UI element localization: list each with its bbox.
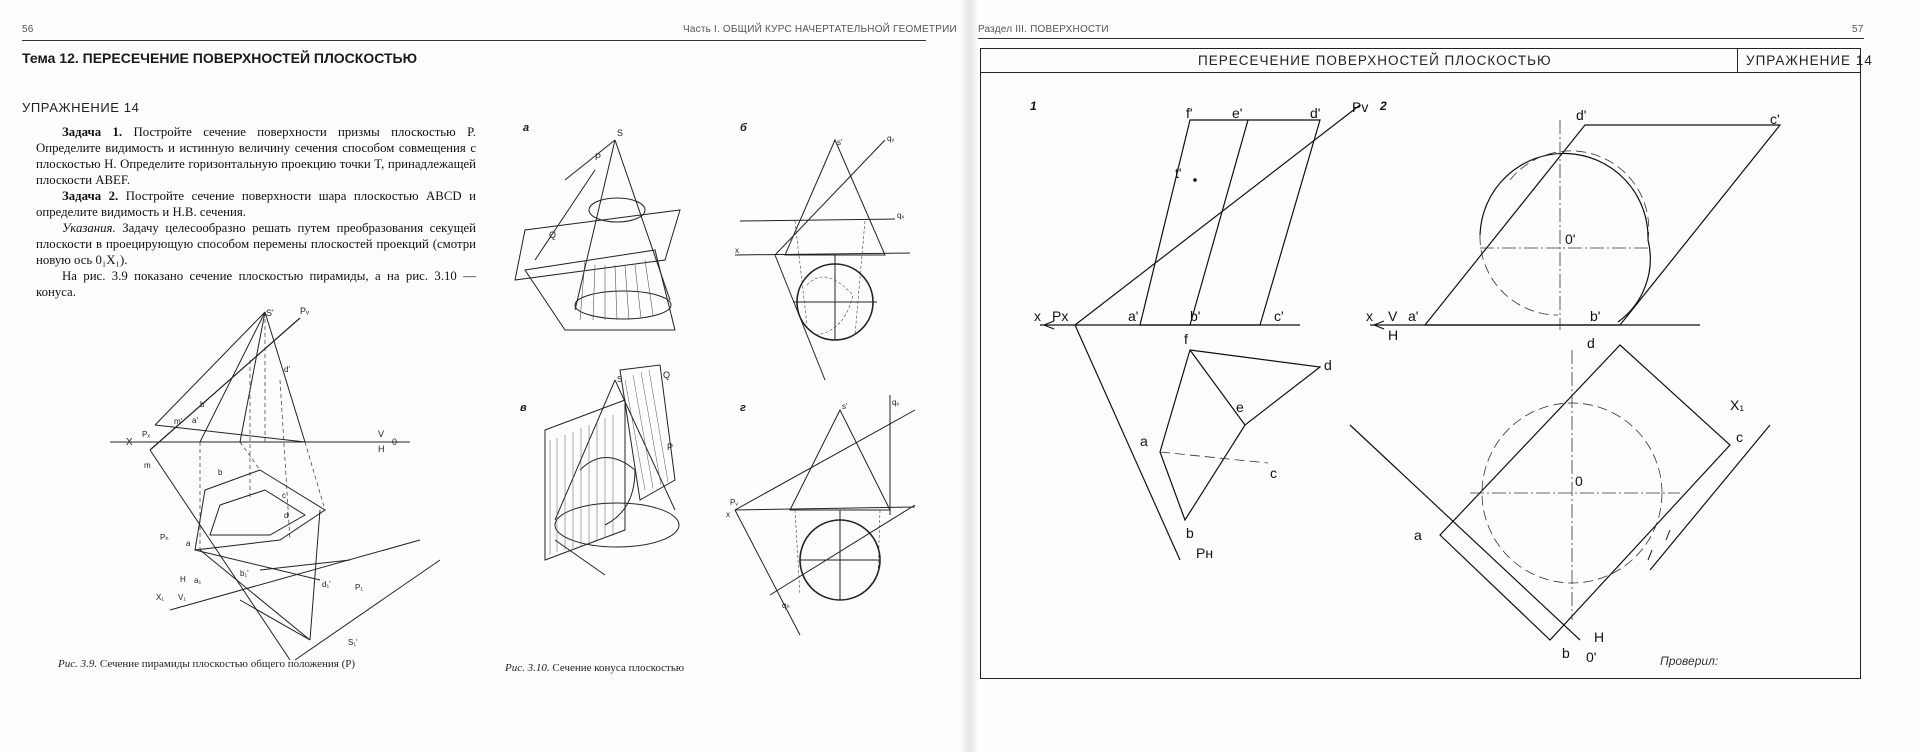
task1-c-label: c'	[1274, 308, 1284, 324]
fig39-p1-label: P₁	[355, 583, 364, 592]
fig39-d1-label: d₁'	[322, 580, 331, 589]
task1-d-label: d'	[1310, 105, 1321, 121]
fig39-h-label: H	[378, 444, 385, 454]
right-running-head: Раздел III. ПОВЕРХНОСТИ	[978, 24, 1109, 35]
left-running-head: Часть I. ОБЩИЙ КУРС НАЧЕРТАТЕЛЬНОЙ ГЕОМЕТРИИ	[683, 24, 957, 35]
hint-text: Задачу целесообразно решать путем преобразования секущей плоскости в проецирующую способом перемены плоскостей проекций (смотри новую ось 0₁X₁).	[36, 221, 476, 267]
task1-drawing	[1000, 80, 1380, 680]
task1-pv-label: Pv	[1352, 99, 1369, 115]
fig39-a1-label: a₁	[194, 576, 202, 585]
checked-label: Проверил:	[1660, 654, 1719, 668]
task1-ah-label: a	[1140, 433, 1148, 449]
exercise-title: УПРАЖНЕНИЕ 14	[22, 100, 140, 115]
fig39-b1-label: b₁'	[240, 569, 249, 578]
task2-text: Постройте сечение поверхности шара плоскостью ABCD и определите видимость и Н.В. сечения.	[36, 189, 476, 219]
fig310b-qx-label: qₓ	[897, 211, 905, 220]
fig39-caption-text: Сечение пирамиды плоскостью общего положения (P)	[97, 658, 356, 670]
fig39-m-bot-label: m	[144, 461, 151, 470]
task1-ch-label: c	[1270, 465, 1277, 481]
task1-b-label: b'	[1190, 308, 1201, 324]
fig310v-q-label: Q	[663, 370, 671, 380]
fig310b-qv-label: qᵥ	[887, 134, 895, 143]
task1-number: 1	[1030, 99, 1037, 113]
task1-a-label: a'	[1128, 308, 1139, 324]
panel-label-v: в	[520, 402, 527, 414]
task2-x-label: x	[1366, 308, 1373, 324]
fig310a-p-label: P	[595, 152, 602, 162]
task1-eh-label: e	[1236, 399, 1244, 415]
task2-c-label: c'	[1770, 111, 1780, 127]
fig39-pv-label: Pᵥ	[300, 306, 309, 316]
fig39-d-bot-label: d	[284, 511, 289, 520]
right-header-rule	[978, 38, 1864, 39]
task2-drawing	[1350, 80, 1780, 680]
hint-label: Указания.	[62, 221, 116, 235]
fig310g-s-label: s'	[842, 402, 848, 411]
fig39-v-label: V	[378, 429, 385, 439]
fig39-o-label: 0	[392, 437, 398, 447]
fig39-a-bot-label: a	[186, 539, 191, 548]
task2-label: Задача 2.	[62, 189, 119, 203]
ref-paragraph: На рис. 3.9 показано сечение плоскостью пирамиды, а на рис. 3.10 — конуса.	[36, 269, 476, 299]
fig310v-p-label: P	[667, 442, 674, 452]
topic-title: Тема 12. ПЕРЕСЕЧЕНИЕ ПОВЕРХНОСТЕЙ ПЛОСКОСТЬЮ	[22, 50, 418, 66]
task2-bh-label: b	[1562, 645, 1570, 661]
fig39-v1-label: V₁	[178, 593, 187, 602]
task2-number: 2	[1380, 99, 1387, 113]
task2-o1-label: 0'	[1565, 231, 1576, 247]
task1-t-label: t'	[1175, 165, 1182, 181]
fig39-b-top-label: b'	[200, 400, 206, 409]
task2-o-low-label: 0'	[1586, 649, 1597, 665]
fig310b-x-label: x	[735, 246, 739, 255]
fig310g-x-label: x	[726, 510, 730, 519]
task-text	[36, 124, 476, 300]
task1-paragraph	[36, 124, 476, 188]
task2-x1-label: X₁	[1730, 397, 1745, 413]
task2-h-label: H	[1388, 327, 1399, 343]
task1-bh-label: b	[1186, 525, 1194, 541]
fig310b-s-label: s'	[837, 138, 843, 147]
task2-d-label: d'	[1576, 107, 1587, 123]
fig39-s1-label: S₁'	[348, 638, 358, 647]
fig39-c-bot-label: c	[282, 491, 286, 500]
task1-f-label: f'	[1186, 105, 1193, 121]
fig39-x1-label: X₁	[156, 593, 165, 602]
task1-px-label: Px	[1052, 308, 1069, 324]
task1-e-label: e'	[1232, 105, 1243, 121]
fig39-h-low-label: H	[180, 575, 186, 584]
fig310-caption-num: Рис. 3.10.	[505, 662, 550, 674]
figure-3-10-v	[525, 360, 705, 570]
task1-text: Постройте сечение поверхности призмы плоскостью P. Определите видимость и истинную величину сечения способом совмещения с плоскостью H. Определите горизонтальную проекцию точки T, принадлежащей плоскости ABEF.	[36, 125, 476, 187]
fig39-px-label: Pₓ	[142, 430, 150, 439]
task1-fh-label: f	[1184, 331, 1188, 347]
fig310a-s-label: S	[617, 128, 624, 138]
fig39-x-label: X	[126, 437, 133, 448]
left-header-rule	[22, 40, 926, 41]
fig39-d-top-label: d'	[284, 365, 290, 374]
task1-label: Задача 1.	[62, 125, 123, 139]
task2-a-label: a'	[1408, 308, 1419, 324]
left-page-number: 56	[22, 24, 34, 35]
panel-label-g: г	[740, 402, 746, 414]
figure-3-9-caption	[58, 658, 355, 670]
task2-b-label: b'	[1590, 308, 1601, 324]
task1-ph-label: Pн	[1196, 545, 1214, 561]
task1-x-label: x	[1034, 308, 1041, 324]
fig310g-pv-label: Pᵥ	[730, 498, 738, 507]
fig310v-s-label: S	[617, 375, 623, 384]
task2-ah-label: a	[1414, 527, 1422, 543]
right-page-number: 57	[1852, 24, 1864, 35]
panel-label-b: б	[740, 122, 747, 134]
fig39-caption-num: Рис. 3.9.	[58, 658, 98, 670]
fig310a-q-label: Q	[549, 230, 557, 240]
figure-3-10-caption	[505, 662, 684, 674]
fig39-b-bot-label: b	[218, 468, 223, 477]
task2-h-low-label: H	[1594, 629, 1605, 645]
figure-3-10-b	[735, 135, 915, 375]
panel-label-a: а	[523, 122, 530, 134]
task2-paragraph	[36, 188, 476, 220]
fig310-caption-text: Сечение конуса плоскостью	[549, 662, 685, 674]
figure-3-10-a	[515, 120, 695, 330]
hint-paragraph	[36, 220, 476, 268]
fig310g-qh-label: qₕ	[782, 601, 790, 610]
figure-3-10-g	[726, 395, 920, 635]
task1-point-t	[1193, 178, 1197, 182]
fig39-s-top-label: S'	[266, 308, 274, 318]
task2-v-label: V	[1388, 308, 1398, 324]
exercise-frame-title: ПЕРЕСЕЧЕНИЕ ПОВЕРХНОСТЕЙ ПЛОСКОСТЬЮ	[1198, 53, 1552, 68]
task2-dh-label: d	[1587, 335, 1595, 351]
task1-dh-label: d	[1324, 357, 1332, 373]
task2-ch-label: c	[1736, 429, 1743, 445]
fig39-a-top-label: a'	[192, 416, 198, 425]
task2-o-label: 0	[1575, 473, 1583, 489]
book-gutter	[960, 0, 978, 752]
exercise-frame-divider	[1737, 48, 1738, 73]
fig310g-qv-label: qᵥ	[892, 398, 900, 407]
fig39-ph-label: Pₕ	[160, 533, 169, 542]
fig39-m-top-label: m'	[174, 417, 183, 426]
figure-3-9-drawing	[90, 300, 490, 660]
exercise-frame-label: УПРАЖНЕНИЕ 14	[1746, 53, 1873, 68]
